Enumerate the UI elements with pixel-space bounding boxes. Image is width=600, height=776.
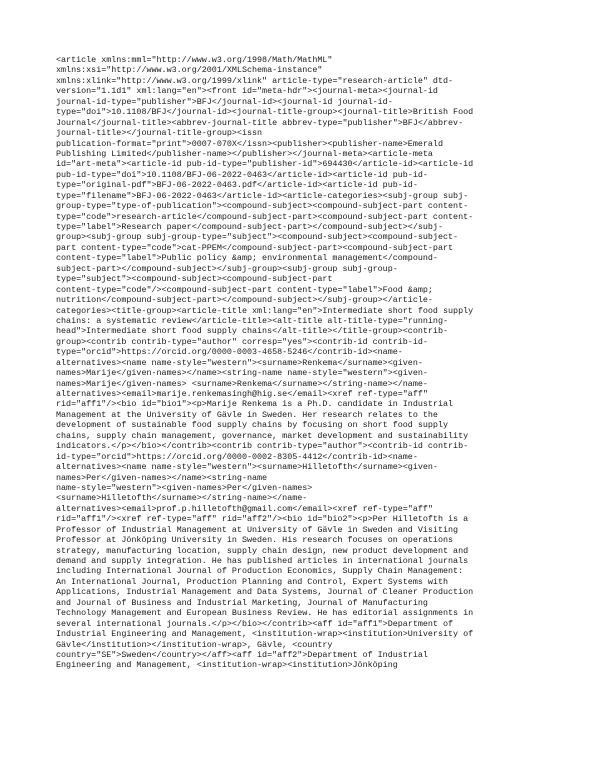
text-line: xmlns:xsi="http://www.w3.org/2001/XMLSchema-instance" [56, 65, 323, 76]
text-line: Professor at Jönköping University in Sweden. His research focuses on operations [56, 535, 454, 546]
text-line: and Journal of Business and Industrial Marketing, Journal of Manufacturing [56, 597, 428, 608]
text-line: Management at the University of Gävle in Sweden. Her research relates to the [56, 409, 438, 420]
text-line: type="original-pdf">BFJ-06-2022-0463.pdf</article-id><article-id pub-id- [56, 180, 418, 191]
text-line: including International Journal of Production Economics, Supply Chain Management: [56, 566, 464, 577]
text-line: nutrition</compound-subject-part></compound-subject></subj-group></article- [56, 295, 433, 306]
text-line: names>Marije</given-names> <surname>Renkema</surname></string-name></name- [56, 378, 428, 389]
text-line: <surname>Hilletofth</surname></string-name></name- [56, 493, 308, 504]
text-line: development of sustainable food supply chains by focusing on short food supply [56, 420, 449, 431]
text-line [56, 671, 576, 681]
text-line: group-type="type-of-publication"><compound-subject><compound-subject-part content- [56, 201, 469, 212]
text-line: names>Marije</given-names></name><string-name name-style="western"><given- [56, 368, 428, 379]
text-line: xmlns:xlink="http://www.w3.org/1999/xlink" article-type="research-article" dtd- [56, 75, 454, 86]
text-line: country="SE">Sweden</country></aff><aff id="aff2">Department of Industrial [56, 649, 428, 660]
text-line: Applications, Industrial Management and Data Systems, Journal of Cleaner Production [56, 587, 474, 598]
xml-source-text [56, 55, 576, 692]
text-line: version="1.1d1" xml:lang="en"><front id="meta-hdr"><journal-meta><journal-id [56, 86, 438, 97]
text-line: id-type="orcid">https://orcid.org/0000-0002-8305-4412</contrib-id><name- [56, 451, 418, 462]
text-line: pub-id-type="doi">10.1108/BFJ-06-2022-0463</article-id><article-id pub-id- [56, 169, 428, 180]
text-line [56, 681, 576, 691]
text-line: alternatives><name name-style="western"><surname>Renkema</surname><given- [56, 357, 423, 368]
text-line: content-type="code"/><compound-subject-part content-type="label">Food &amp; [56, 284, 433, 295]
text-line: Technology Management and European Business Review. He has editorial assignments in [56, 608, 474, 619]
text-line: publication-format="print">0007-070X</issn><publisher><publisher-name>Emerald [56, 138, 443, 149]
text-line: type="code">research-article</compound-subject-part><compound-subject-part content- [56, 211, 474, 222]
text-line: type="filename">BFJ-06-2022-0463</article-id><article-categories><subj-group subj- [56, 190, 469, 201]
text-line: Publishing Limited</publisher-name></publisher></journal-meta><article-meta [56, 148, 433, 159]
text-line: group><subj-group subj-group-type="subject"><compound-subject><compound-subject- [56, 232, 459, 243]
text-line: An International Journal, Production Planning and Control, Expert Systems with [56, 576, 449, 587]
text-line: several international journals.</p></bio></contrib><aff id="aff1">Department of [56, 618, 454, 629]
text-line: journal-title></journal-title-group><issn [56, 128, 263, 139]
text-line: part content-type="code">cat-PPEM</compound-subject-part><compound-subject-part [56, 242, 454, 253]
text-line: journal-id-type="publisher">BFJ</journal-id><journal-id journal-id- [56, 96, 393, 107]
text-line: <article xmlns:mml="http://www.w3.org/1998/Math/MathML" [56, 55, 333, 65]
text-line: subject-part></compound-subject></subj-group><subj-group subj-group- [56, 263, 398, 274]
text-line: alternatives><name name-style="western"><surname>Hilletofth</surname><given- [56, 462, 438, 473]
text-line: type="subject"><compound-subject><compound-subject-part [56, 274, 333, 285]
text-line: Industrial Engineering and Management, <institution-wrap><institution>University of [56, 629, 474, 640]
text-line: Journal</journal-title><abbrev-journal-title abbrev-type="publisher">BFJ</abbrev- [56, 117, 464, 128]
text-line: alternatives><email>prof.p.hilletofth@gmail.com</email><xref ref-type="aff" [56, 503, 433, 514]
text-line: chains, supply chain management, governance, market development and sustainability [56, 430, 469, 441]
text-line: rid="aff1"/><xref ref-type="aff" rid="aff2"/><bio id="bio2"><p>Per Hilletofth is a [56, 514, 469, 525]
text-line: alternatives><email>marije.renkemasingh@hig.se</email><xref ref-type="aff" [56, 389, 428, 399]
text-line: Gävle</institution></institution-wrap>, Gävle, <country [56, 639, 333, 650]
text-line: id="art-meta"><article-id pub-id-type="publisher-id">694430</article-id><article-id [56, 159, 474, 170]
text-line: head">Intermediate short food supply chains</alt-title></title-group><contrib- [56, 326, 449, 337]
text-line: type="doi">10.1108/BFJ</journal-id><journal-title-group><journal-title>British Food [56, 107, 474, 118]
text-line: strategy, manufacturing location, supply chain design, new product development and [56, 545, 469, 556]
text-line: type="orcid">https://orcid.org/0000-0003-4658-5246</contrib-id><name- [56, 347, 403, 358]
text-line: chains: a systematic review</article-title><alt-title alt-title-type="running- [56, 315, 449, 326]
text-line: Professor of Industrial Management at University of Gävle in Sweden and Visiting [56, 524, 459, 535]
text-line: group><contrib contrib-type="author" corresp="yes"><contrib-id contrib-id- [56, 336, 428, 347]
text-line: names>Per</given-names></name><string-name [56, 472, 268, 483]
text-line: name-style="western"><given-names>Per</given-names> [56, 482, 313, 493]
text-line: content-type="label">Public policy &amp; environmental management</compound- [56, 253, 438, 264]
text-line: indicators.</p></bio></contrib><contrib contrib-type="author"><contrib-id contrib- [56, 441, 469, 452]
text-line: Engineering and Management, <institution-wrap><institution>Jönköping [56, 660, 398, 671]
text-line: rid="aff1"/><bio id="bio1"><p>Marije Renkema is a Ph.D. candidate in Industrial [56, 399, 454, 410]
text-line: categories><title-group><article-title xml:lang="en">Intermediate short food supply [56, 305, 474, 316]
text-line: type="label">Research paper</compound-subject-part></compound-subject></subj- [56, 222, 443, 232]
text-line: demand and supply integration. He has published articles in international journals [56, 556, 469, 566]
